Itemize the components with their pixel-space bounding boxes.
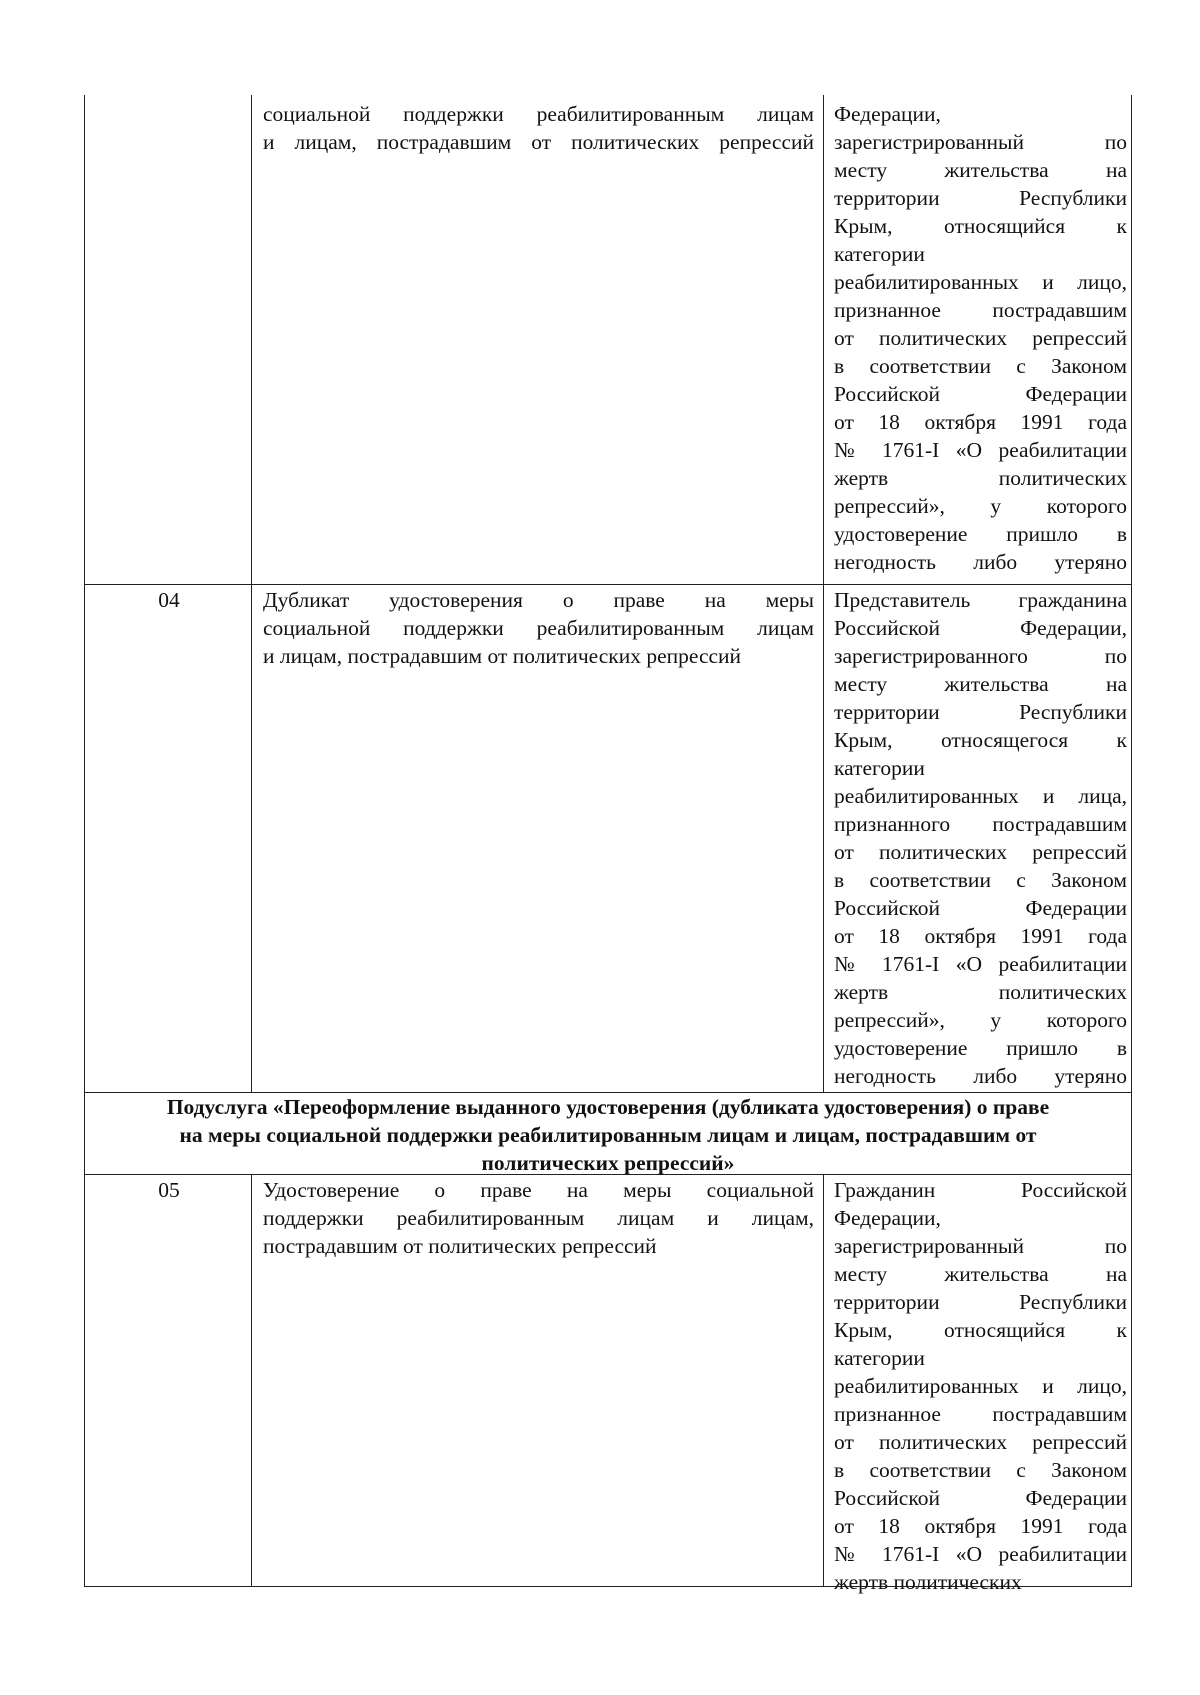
continuation-service-cell <box>263 100 814 156</box>
service-text-line: социальной поддержки реабилитированным лицам <box>263 102 814 126</box>
applicant-text-line: жертв политических <box>834 1570 1022 1594</box>
applicant-text-line: территории Республики <box>834 700 1127 724</box>
applicant-text-line: зарегистрированный по <box>834 1234 1127 1258</box>
applicant-text-line: удостоверение пришло в <box>834 1036 1127 1060</box>
applicant-text-line: месту жительства на <box>834 158 1127 182</box>
applicant-text-line: № 1761-I «О реабилитации <box>834 952 1127 976</box>
applicant-text-line: признанное пострадавшим <box>834 1402 1127 1426</box>
applicant-text-line: репрессий», у которого <box>834 1008 1127 1032</box>
applicant-text-line: в соответствии с Законом <box>834 354 1127 378</box>
applicant-text-line: реабилитированных и лица, <box>834 784 1127 808</box>
applicant-text-line: удостоверение пришло в <box>834 522 1127 546</box>
applicant-text-line: месту жительства на <box>834 1262 1127 1286</box>
row-05-service-cell <box>263 1176 814 1260</box>
applicant-text-line: от 18 октября 1991 года <box>834 924 1127 948</box>
applicant-text-line: Федерации, <box>834 102 941 126</box>
applicant-text-line: Российской Федерации <box>834 1486 1127 1510</box>
applicant-text-line: Крым, относящийся к <box>834 1318 1127 1342</box>
subservice-heading-line: на меры социальной поддержки реабилитированным лицам и лицам, пострадавшим от <box>179 1123 1037 1147</box>
row-05-applicant-cell <box>834 1176 1127 1596</box>
applicant-text-line: Российской Федерации <box>834 382 1127 406</box>
applicant-text-line: Российской Федерации, <box>834 616 1127 640</box>
row-04-number: 04 <box>158 588 180 612</box>
applicant-text-line: от политических репрессий <box>834 840 1127 864</box>
applicant-text-line: от политических репрессий <box>834 326 1127 350</box>
service-text-line: поддержки реабилитированным лицам и лицам, <box>263 1206 814 1230</box>
applicant-text-line: от 18 октября 1991 года <box>834 410 1127 434</box>
applicant-text-line: № 1761-I «О реабилитации <box>834 438 1127 462</box>
applicant-text-line: от политических репрессий <box>834 1430 1127 1454</box>
applicant-text-line: категории <box>834 756 925 780</box>
applicant-text-line: в соответствии с Законом <box>834 868 1127 892</box>
column-separator-2-bottom <box>823 1174 824 1586</box>
continuation-applicant-cell <box>834 100 1127 576</box>
applicant-text-line: категории <box>834 242 925 266</box>
applicant-text-line: № 1761-I «О реабилитации <box>834 1542 1127 1566</box>
applicant-text-line: жертв политических <box>834 980 1127 1004</box>
row-04-applicant-cell <box>834 586 1127 1090</box>
applicant-text-line: территории Республики <box>834 186 1127 210</box>
applicant-text-line: Российской Федерации <box>834 896 1127 920</box>
service-text-line: Дубликат удостоверения о праве на меры <box>263 588 814 612</box>
applicant-text-line: признанного пострадавшим <box>834 812 1127 836</box>
service-text-line: пострадавшим от политических репрессий <box>263 1234 657 1258</box>
service-text-line: и лицам, пострадавшим от политических репрессий <box>263 130 814 154</box>
subservice-heading-line: Подуслуга «Переоформление выданного удостоверения (дубликата удостоверения) о праве <box>166 1095 1050 1119</box>
applicant-text-line: территории Республики <box>834 1290 1127 1314</box>
subservice-heading <box>84 1093 1132 1177</box>
service-text-line: социальной поддержки реабилитированным лицам <box>263 616 814 640</box>
applicant-text-line: Представитель гражданина <box>834 588 1127 612</box>
applicant-text-line: жертв политических <box>834 466 1127 490</box>
applicant-text-line: Крым, относящегося к <box>834 728 1127 752</box>
row-05-number: 05 <box>158 1178 180 1202</box>
applicant-text-line: категории <box>834 1346 925 1370</box>
applicant-text-line: репрессий», у которого <box>834 494 1127 518</box>
applicant-text-line: зарегистрированного по <box>834 644 1127 668</box>
applicant-text-line: зарегистрированный по <box>834 130 1127 154</box>
applicant-text-line: негодность либо утеряно <box>834 1064 1127 1088</box>
row-04-service-cell <box>263 586 814 670</box>
table-border-right <box>1131 95 1132 1586</box>
applicant-text-line: признанное пострадавшим <box>834 298 1127 322</box>
table-border-left <box>84 95 85 1586</box>
applicant-text-line: Крым, относящийся к <box>834 214 1127 238</box>
applicant-text-line: месту жительства на <box>834 672 1127 696</box>
applicant-text-line: реабилитированных и лицо, <box>834 1374 1127 1398</box>
applicant-text-line: в соответствии с Законом <box>834 1458 1127 1482</box>
service-text-line: Удостоверение о праве на меры социальной <box>263 1178 814 1202</box>
subservice-heading-line: политических репрессий» <box>481 1151 735 1175</box>
applicant-text-line: реабилитированных и лицо, <box>834 270 1127 294</box>
column-separator-1-bottom <box>251 1174 252 1586</box>
applicant-text-line: негодность либо утеряно <box>834 550 1127 574</box>
service-text-line: и лицам, пострадавшим от политических репрессий <box>263 644 742 668</box>
row-separator-03-04 <box>84 584 1132 585</box>
applicant-text-line: Гражданин Российской <box>834 1178 1127 1202</box>
applicant-text-line: от 18 октября 1991 года <box>834 1514 1127 1538</box>
column-separator-2-top <box>823 95 824 1092</box>
applicant-text-line: Федерации, <box>834 1206 941 1230</box>
